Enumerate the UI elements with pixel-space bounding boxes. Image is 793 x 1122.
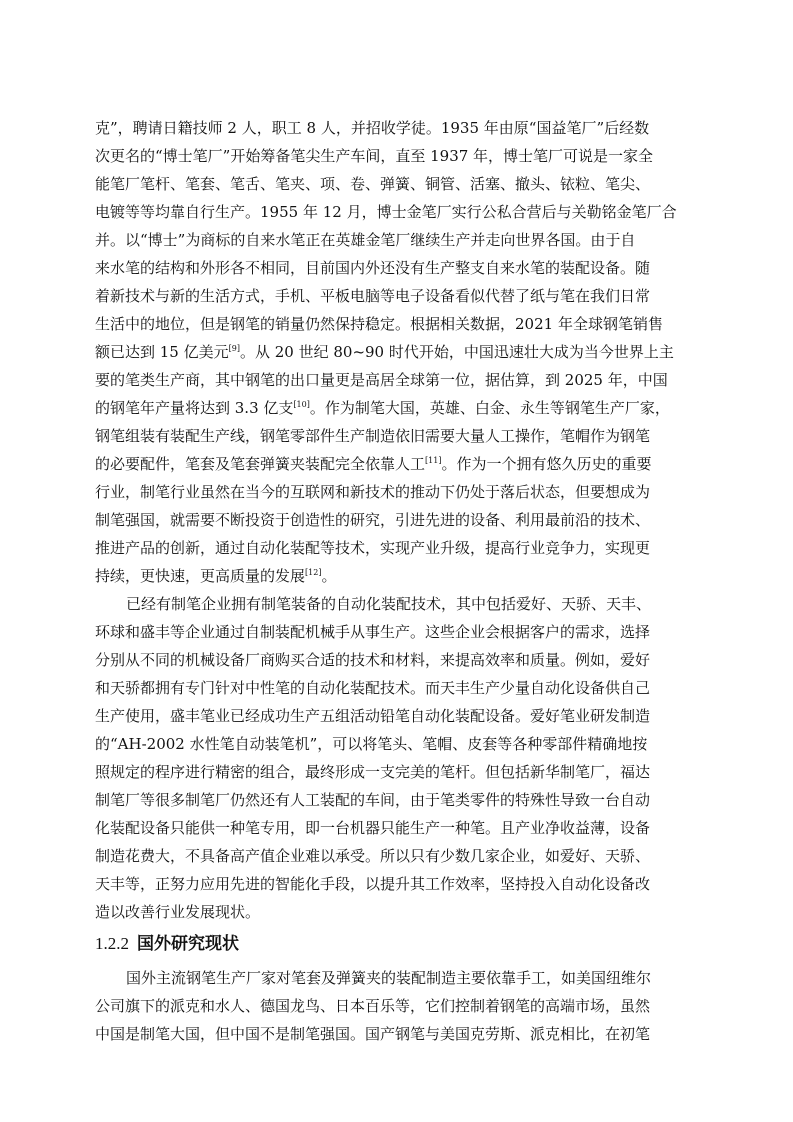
- text-span: 。: [321, 567, 337, 585]
- text-line: 中国是制笔大国，但中国不是制笔强国。国产钢笔与美国克劳斯、派克相比，在初笔: [95, 1025, 651, 1043]
- text-line: 环球和盛丰等企业通过自制装配机械手从事生产。这些企业会根据客户的需求，选择: [95, 623, 651, 641]
- text-line: 公司旗下的派克和水人、德国龙鸟、日本百乐等，它们控制着钢笔的高端市场，虽然: [95, 997, 651, 1015]
- text-line: 的“AH-2002 水性笔自动装笔机”，可以将笔头、笔帽、皮套等各种零部件精确地按: [95, 735, 648, 753]
- text-line: [95, 450, 699, 478]
- text-span: 的必要配件，笔套及笔套弹簧夹装配完全依靠人工: [95, 455, 426, 473]
- section-heading: [95, 930, 239, 958]
- text-line: 行业，制笔行业虽然在当今的互联网和新技术的推动下仍处于落后状态，但要想成为: [95, 483, 651, 501]
- text-line: 天丰等，正努力应用先进的智能化手段，以提升其工作效率，坚持投入自动化设备改: [95, 875, 651, 893]
- text-line: 制笔厂等很多制笔厂仍然还有人工装配的车间，由于笔类零件的特殊性导致一台自动: [95, 791, 651, 809]
- text-line: 照规定的程序进行精密的组合，最终形成一支完美的笔杆。但包括新华制笔厂，福达: [95, 763, 651, 781]
- text-span: 。作为一个拥有悠久历史的重要: [441, 455, 652, 473]
- text-line: 国外主流钢笔生产厂家对笔套及弹簧夹的装配制造主要依靠手工，如美国纽维尔: [126, 969, 652, 987]
- citation-ref[interactable]: [12]: [305, 568, 322, 577]
- text-line: 并。以“博士”为商标的自来水笔正在英雄金笔厂继续生产并走向世界各国。由于自: [95, 231, 636, 249]
- text-line: 次更名的“博士笔厂”开始筹备笔尖生产车间，直至 1937 年，博士笔厂可说是一家全: [95, 147, 654, 165]
- text-line: 制造花费大，不具备高产值企业难以承受。所以只有少数几家企业，如爱好、天骄、: [95, 847, 651, 865]
- text-line: 要的笔类生产商，其中钢笔的出口量更是高居全球第一位，据估算，到 2025 年，中国: [95, 371, 668, 389]
- text-line: 生产使用，盛丰笔业已经成功生产五组活动铅笔自动化装配设备。爱好笔业研发制造: [95, 707, 651, 725]
- text-span: 的钢笔年产量将达到 3.3 亿支: [95, 399, 294, 417]
- text-line: 已经有制笔企业拥有制笔装备的自动化装配技术，其中包括爱好、天骄、天丰、: [126, 595, 652, 613]
- text-line: 造以改善行业发展现状。: [95, 903, 261, 921]
- citation-ref[interactable]: [9]: [228, 344, 240, 353]
- section-title: 国外研究现状: [137, 934, 239, 954]
- text-line: 来水笔的结构和外形各不相同，目前国内外还没有生产整支自来水笔的装配设备。随: [95, 259, 651, 277]
- text-line: 着新技术与新的生活方式，手机、平板电脑等电子设备看似代替了纸与笔在我们日常: [95, 287, 651, 305]
- text-line: 能笔厂笔杆、笔套、笔舌、笔夹、项、卷、弹簧、铜管、活塞、撤头、铱粒、笔尖、: [95, 175, 651, 193]
- text-line: 生活中的地位，但是钢笔的销量仍然保持稳定。根据相关数据，2021 年全球钢笔销售: [95, 315, 663, 333]
- text-span: 。从 20 世纪 80~90 时代开始，中国迅速壮大成为当今世界上主: [239, 343, 674, 361]
- section-number: 1.2.2: [95, 934, 129, 953]
- citation-ref[interactable]: [11]: [425, 456, 442, 465]
- text-line: [95, 394, 699, 422]
- text-line: 电镀等等均靠自行生产。1955 年 12 月，博士金笔厂实行公私合营后与关勒铭金笔厂合: [95, 203, 677, 221]
- text-line: 克”，聘请日籍技师 2 人，职工 8 人，并招收学徒。1935 年由原“国益笔厂”后经数: [95, 119, 650, 137]
- text-line: 和天骄都拥有专门针对中性笔的自动化装配技术。而天丰生产少量自动化设备供自己: [95, 679, 651, 697]
- text-span: 持续，更快速，更高质量的发展: [95, 567, 306, 585]
- text-line: [95, 338, 699, 366]
- text-line: [95, 562, 699, 590]
- text-line: 钢笔组装有装配生产线，钢笔零部件生产制造依旧需要大量人工操作，笔帽作为钢笔: [95, 427, 651, 445]
- citation-ref[interactable]: [10]: [293, 400, 310, 409]
- text-span: 额已达到 15 亿美元: [95, 343, 229, 361]
- text-span: 。作为制笔大国，英雄、白金、永生等钢笔生产厂家，: [309, 399, 670, 417]
- text-line: 分别从不同的机械设备厂商购买合适的技术和材料，来提高效率和质量。例如，爱好: [95, 651, 651, 669]
- text-line: 制笔强国，就需要不断投资于创造性的研究，引进先进的设备、利用最前沿的技术、: [95, 511, 651, 529]
- text-line: 化装配设备只能供一种笔专用，即一台机器只能生产一种笔。且产业净收益薄，设备: [95, 819, 651, 837]
- text-line: 推进产品的创新，通过自动化装配等技术，实现产业升级，提高行业竞争力，实现更: [95, 539, 651, 557]
